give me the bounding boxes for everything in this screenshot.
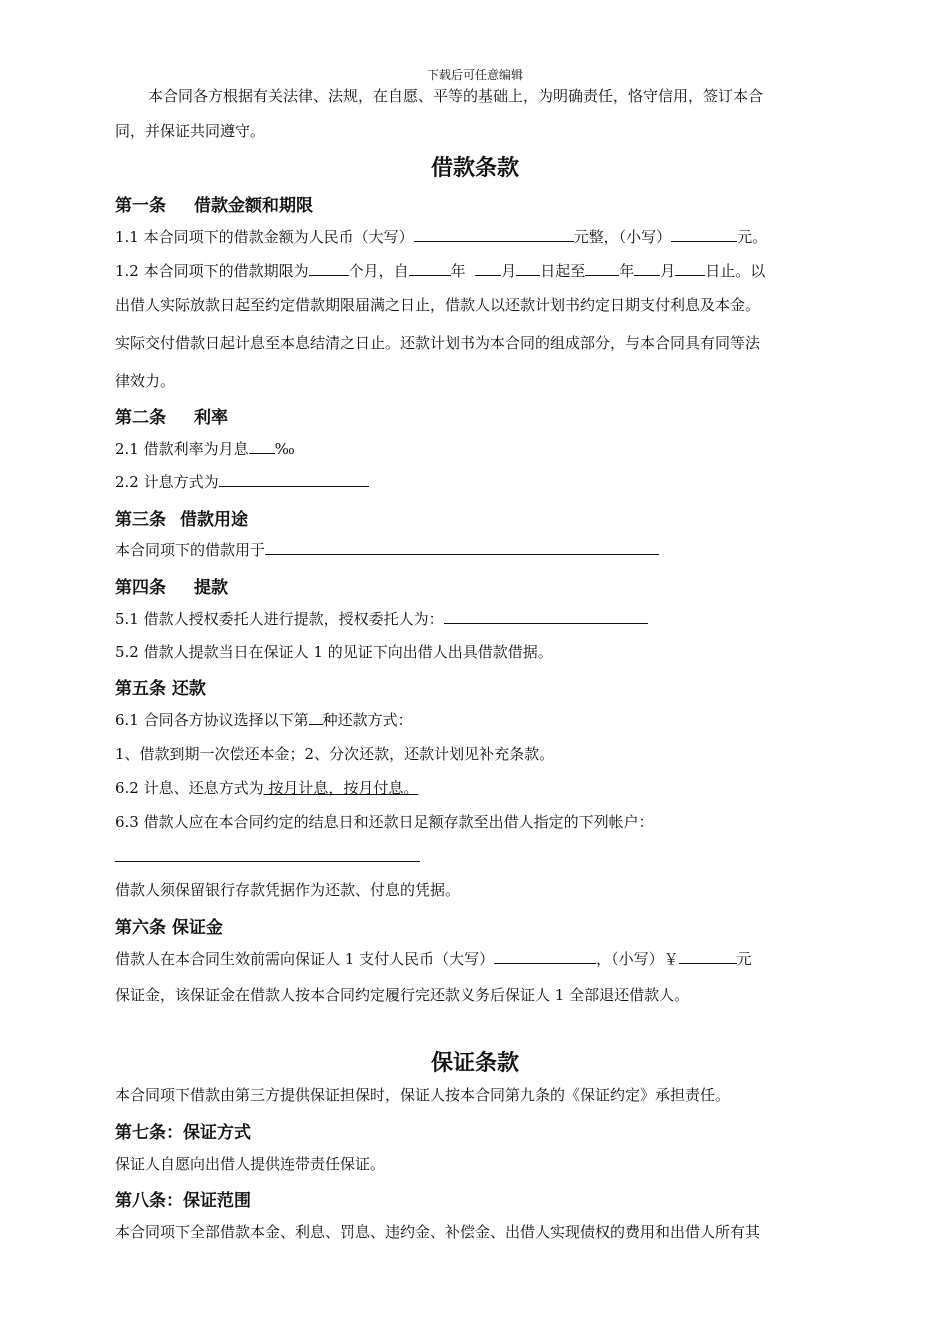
deposit-line-1 [115, 949, 840, 969]
clause-6-3-note: 借款人须保留银行存款凭据作为还款、付息的凭据。 [115, 881, 461, 899]
clause-6-1-options: 1、借款到期一次偿还本金；2、分次还款，还款计划见补充条款。 [115, 745, 555, 763]
clause-1-1 [115, 227, 840, 247]
article-5-heading: 第五条 还款 [115, 679, 206, 699]
guarantee-intro: 本合同项下借款由第三方提供保证担保时，保证人按本合同第九条的《保证约定》承担责任。 [115, 1086, 731, 1104]
clause-6-2-text: 6.2 计息、还息方式为 [115, 779, 264, 797]
article-6-heading: 第六条 保证金 [115, 918, 223, 938]
amount-figures-blank[interactable] [671, 227, 737, 242]
clause-1-2-line-3: 实际交付借款日起计息至本息结清之日止。还款计划书为本合同的组成部分，与本合同具有同等法 [115, 334, 761, 352]
end-year-blank[interactable] [585, 261, 619, 276]
deposit-figures-blank[interactable] [679, 949, 737, 964]
clause-6-1-text: 6.1 合同各方协议选择以下第 [115, 711, 309, 729]
clause-6-1-end: 种还款方式： [322, 711, 413, 729]
clause-3 [115, 540, 840, 560]
article-8-body: 本合同项下全部借款本金、利息、罚息、违约金、补偿金、出借人实现债权的费用和出借人所有其 [115, 1223, 761, 1241]
deposit-words-blank[interactable] [494, 949, 596, 964]
interest-rate-blank[interactable] [249, 439, 275, 454]
clause-1-2-from: 个月，自 [348, 262, 409, 280]
permille-sign: ‰ [274, 440, 295, 458]
clause-1-2-line-2: 出借人实际放款日起至约定借款期限届满之日止，借款人以还款计划书约定日期支付利息及本金。 [115, 296, 761, 314]
clause-1-1-end: 元。 [737, 228, 768, 246]
article-2-number: 第二条 [115, 408, 166, 428]
start-day-label: 日起至 [540, 262, 586, 280]
clause-2-1 [115, 439, 840, 459]
article-4-number: 第四条 [115, 578, 166, 598]
start-month-blank[interactable] [475, 261, 501, 276]
deposit-figures-label: ，（小写）￥ [596, 950, 679, 968]
article-7-heading: 第七条：保证方式 [115, 1123, 251, 1143]
clause-1-2-line-4: 律效力。 [115, 372, 176, 390]
end-day-label: 日止。以 [705, 262, 766, 280]
guarantee-terms-title: 保证条款 [430, 1051, 519, 1076]
loan-terms-title: 借款条款 [430, 156, 519, 181]
repayment-option-blank[interactable] [309, 710, 323, 725]
clause-6-3: 6.3 借款人应在本合同约定的结息日和还款日足额存款至出借人指定的下列帐户： [115, 813, 654, 831]
intro-line-2: 同，并保证共同遵守。 [115, 122, 266, 140]
intro-line-1: 本合同各方根据有关法律、法规，在自愿、平等的基础上，为明确责任，恪守信用，签订本合 [148, 87, 764, 105]
end-month-blank[interactable] [634, 261, 660, 276]
term-months-blank[interactable] [309, 261, 349, 276]
deposit-unit: 元 [736, 950, 752, 968]
clause-6-1 [115, 710, 840, 730]
clause-1-2 [115, 261, 840, 281]
clause-1-1-mid: 元整，（小写） [573, 228, 672, 246]
article-2-heading [115, 403, 228, 428]
start-year-label: 年 [450, 262, 466, 280]
article-4-heading [115, 573, 228, 598]
clause-6-2-value: 按月计息，按月付息。 [263, 779, 419, 797]
start-year-blank[interactable] [409, 261, 451, 276]
start-day-blank[interactable] [516, 261, 540, 276]
clause-5-1-text: 5.1 借款人授权委托人进行提款，授权委托人为： [115, 610, 444, 628]
clause-5-1 [115, 609, 840, 629]
end-day-blank[interactable] [675, 261, 705, 276]
clause-1-2-text: 1.2 本合同项下的借款期限为 [115, 262, 309, 280]
article-2-title: 利率 [194, 408, 228, 428]
article-3-title: 借款用途 [180, 510, 248, 530]
clause-3-text: 本合同项下的借款用于 [115, 541, 266, 559]
article-8-heading: 第八条：保证范围 [115, 1191, 251, 1211]
end-month-label: 月 [660, 262, 676, 280]
article-4-title: 提款 [194, 578, 228, 598]
deposit-text: 借款人在本合同生效前需向保证人 1 支付人民币（大写） [115, 950, 495, 968]
clause-2-2 [115, 472, 840, 492]
article-1-heading [115, 191, 313, 216]
interest-method-blank[interactable] [219, 472, 369, 487]
authorized-agent-blank[interactable] [444, 609, 648, 624]
start-month-label: 月 [501, 262, 517, 280]
article-3-number: 第三条 [115, 510, 166, 530]
page-header-note: 下载后可任意编辑 [426, 68, 523, 82]
article-1-title: 借款金额和期限 [194, 196, 313, 216]
clause-2-1-text: 2.1 借款利率为月息 [115, 440, 249, 458]
end-year-label: 年 [619, 262, 635, 280]
account-blank[interactable] [115, 861, 420, 862]
clause-5-2: 5.2 借款人提款当日在保证人 1 的见证下向出借人出具借款借据。 [115, 643, 553, 661]
deposit-line-2: 保证金，该保证金在借款人按本合同约定履行完还款义务后保证人 1 全部退还借款人。 [115, 986, 690, 1004]
article-1-number: 第一条 [115, 196, 166, 216]
clause-2-2-text: 2.2 计息方式为 [115, 473, 219, 491]
article-3-heading [115, 505, 248, 530]
clause-1-1-text: 1.1 本合同项下的借款金额为人民币（大写） [115, 228, 414, 246]
article-7-body: 保证人自愿向出借人提供连带责任保证。 [115, 1155, 386, 1173]
clause-6-2 [115, 778, 840, 798]
loan-purpose-blank[interactable] [265, 540, 659, 555]
amount-words-blank[interactable] [414, 227, 574, 242]
